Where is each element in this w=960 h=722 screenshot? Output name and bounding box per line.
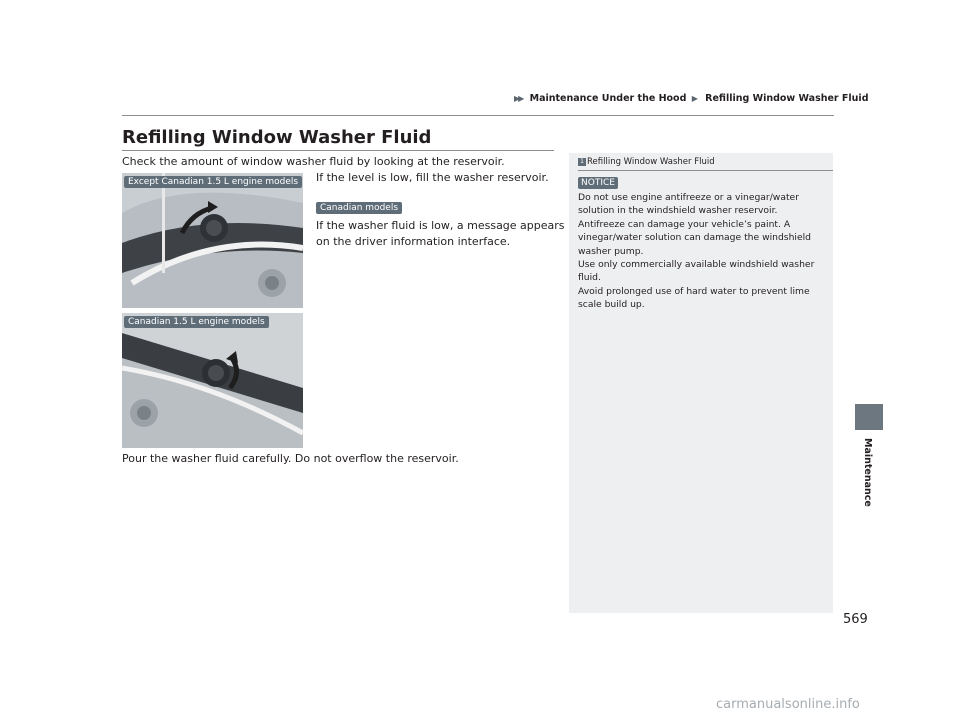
sidebar-line: Do not use engine antifreeze or a vinegar/water [578, 192, 799, 203]
double-arrow-icon: ▶▶ [514, 94, 523, 103]
sidebar-line: washer pump. [578, 245, 644, 257]
canadian-models-tag: Canadian models [316, 202, 402, 214]
notice-badge: NOTICE [578, 177, 618, 189]
sidebar-line: vinegar/water solution can damage the windshield [578, 232, 811, 244]
sidebar-line: Use only commercially available windshield washer [578, 259, 815, 271]
breadcrumb-item: Refilling Window Washer Fluid [705, 93, 869, 104]
sidebar-body [578, 191, 826, 312]
sidebar-line: Avoid prolonged use of hard water to prevent lime [578, 285, 810, 297]
sidebar-line: Antifreeze can damage your vehicle’s paint. A [578, 218, 791, 230]
section-tab-label: Maintenance [862, 438, 873, 507]
low-level-text: If the level is low, fill the washer reservoir. [316, 171, 549, 184]
sidebar-line: scale build up. [578, 299, 645, 311]
page-number: 569 [843, 612, 868, 627]
image1-label: Except Canadian 1.5 L engine models [124, 176, 302, 188]
page-title: Refilling Window Washer Fluid [122, 127, 432, 148]
image2-label: Canadian 1.5 L engine models [124, 316, 269, 328]
sidebar-note [569, 153, 833, 613]
sidebar-divider [578, 170, 833, 171]
reservoir-illustration-2 [122, 313, 303, 448]
sidebar-title: 1 Refilling Window Washer Fluid [578, 157, 715, 167]
breadcrumb-item: Maintenance Under the Hood [529, 93, 687, 104]
header-divider [122, 115, 834, 116]
watermark: carmanualsonline.info [716, 697, 860, 712]
breadcrumb [514, 93, 869, 104]
sidebar-line: solution in the windshield washer reservoir. [578, 205, 778, 217]
arrow-icon: ▶ [691, 94, 698, 103]
title-divider [122, 150, 554, 151]
intro-text: Check the amount of window washer fluid by looking at the reservoir. [122, 155, 505, 168]
canadian-text-line: on the driver information interface. [316, 235, 511, 248]
sidebar-line: fluid. [578, 272, 601, 284]
closing-text: Pour the washer fluid carefully. Do not overflow the reservoir. [122, 452, 459, 465]
section-tab[interactable] [855, 404, 883, 430]
note-marker-icon: 1 [578, 158, 586, 166]
reservoir-illustration-1 [122, 173, 303, 308]
canadian-text-line: If the washer fluid is low, a message appears [316, 219, 565, 232]
